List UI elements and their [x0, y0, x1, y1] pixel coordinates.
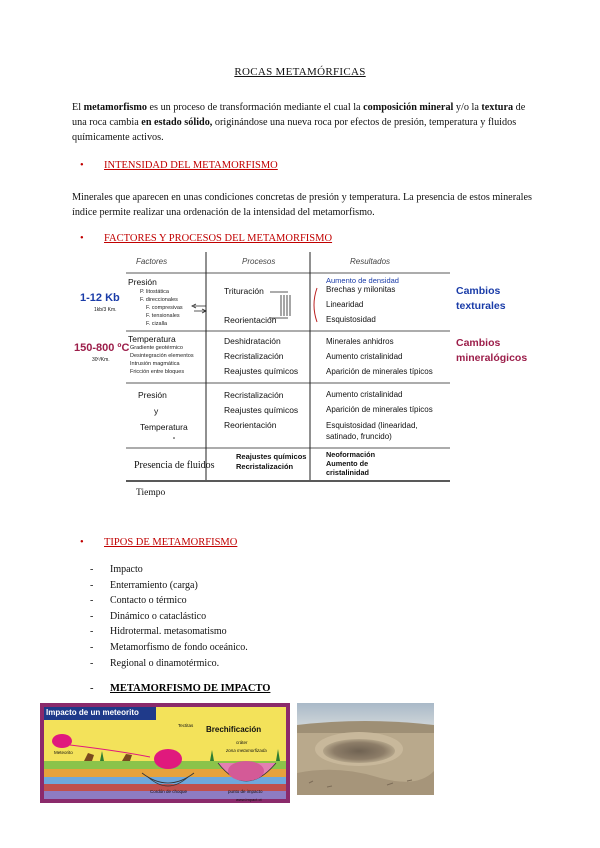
- pyt-title: Presión: [138, 390, 167, 400]
- resultado: Brechas y milonitas: [326, 285, 396, 294]
- temperatura-title: Temperatura: [128, 334, 176, 344]
- intro-text: El: [72, 102, 84, 113]
- presion-sub: F. cizalla: [146, 321, 168, 327]
- intro-bold: textura: [481, 102, 514, 113]
- bullet: •: [80, 537, 84, 548]
- bullet: •: [80, 233, 84, 244]
- list-item: - Regional o dinamotérmico.: [90, 657, 220, 669]
- cambios-mineralogicos: Cambios mineralógicos: [456, 337, 528, 364]
- proceso: Deshidratación: [224, 336, 281, 346]
- temperatura-sub: Gradiente geotérmico: [130, 345, 183, 351]
- factors-table: [74, 250, 528, 510]
- heading-text: FACTORES Y PROCESOS DEL METAMORFISMO: [104, 233, 333, 244]
- resultado: cristalinidad: [326, 468, 369, 477]
- proceso-reorientacion: Reorientación: [224, 315, 277, 325]
- presion-sub: P. litostática: [140, 289, 169, 295]
- temperatura-sub: Desintegración elementos: [130, 353, 194, 359]
- intro-text: es un proceso de transformación mediante el cual la: [146, 102, 364, 113]
- presion-range: 1-12 Kb: [80, 292, 120, 304]
- list-item: - Contacto o térmico: [90, 595, 187, 607]
- label-zona: zona metamorfizada: [226, 748, 267, 753]
- resultado: Esquistosidad (linearidad, satinado, fruncido): [326, 421, 418, 441]
- list-item: - Hidrotermal. metasomatismo: [90, 626, 227, 638]
- dash: -: [90, 683, 94, 694]
- intro-text: de una roca cambia: [72, 102, 526, 128]
- header-resultados: Resultados: [350, 257, 391, 266]
- section-heading-impacto: [90, 683, 270, 694]
- proceso: Reajustes químicos: [236, 452, 307, 461]
- resultado: Minerales anhidros: [326, 337, 394, 346]
- label-tectitas: Tectitas: [178, 723, 194, 728]
- resultado: Aumento cristalinidad: [326, 390, 403, 399]
- impact-diagram: [40, 703, 290, 803]
- temperatura-sub: Fricción entre bloques: [130, 369, 185, 375]
- list-item: - Enterramiento (carga): [90, 579, 198, 591]
- section-heading-intensidad: [80, 160, 278, 171]
- presion-title: Presión: [128, 277, 157, 287]
- proceso: Reorientación: [224, 420, 277, 430]
- proceso: Reajustes químicos: [224, 366, 299, 376]
- bullet: •: [80, 160, 84, 171]
- list-item: - Dinámico o cataclástico: [90, 610, 207, 622]
- proceso: Recristalización: [224, 351, 284, 361]
- list-item: - Impacto: [90, 564, 143, 575]
- intensidad-paragraph: Minerales que aparecen en unas condiciones concretas de presión y temperatura. La presencia de estos minerales índice permite realizar una ordenación de la intensidad del metamorfismo.: [72, 192, 532, 218]
- proceso-trituracion: Trituración: [224, 286, 264, 296]
- crater-photo: [297, 703, 434, 795]
- label-meteorito: Meteorito: [54, 750, 73, 755]
- page-title: ROCAS METAMÓRFICAS: [234, 66, 366, 78]
- fluidos-title: Presencia de fluidos: [134, 460, 215, 471]
- illustration-title: Impacto de un meteorito: [46, 708, 139, 717]
- header-procesos: Procesos: [242, 257, 276, 266]
- header-factores: Factores: [136, 257, 168, 266]
- resultado: Linearidad: [326, 300, 364, 309]
- resultado: Aparición de minerales típicos: [326, 367, 433, 376]
- resultado: Aumento cristalinidad: [326, 352, 403, 361]
- types-list: [90, 562, 248, 671]
- intro-text: y/o la: [453, 102, 482, 113]
- intro-text: originándose una nueva roca por efectos de presión, temperatura y fluidos químicamente activos.: [72, 117, 517, 143]
- list-item: - Metamorfismo de fondo oceánico.: [90, 641, 248, 653]
- intro-bold: metamorfismo: [83, 102, 147, 113]
- label-crater: cráter: [236, 740, 248, 745]
- intro-bold: en estado sólido,: [141, 117, 213, 128]
- heading-text: INTENSIDAD DEL METAMORFISMO: [104, 160, 278, 171]
- credit: www.impact.ct: [236, 797, 262, 802]
- section-heading-factores: [80, 233, 332, 244]
- proceso: Recristalización: [224, 390, 284, 400]
- intro-paragraph: [72, 100, 532, 145]
- resultado: Esquistosidad: [326, 315, 376, 324]
- label-punto: punto de impacto: [228, 789, 263, 794]
- presion-range-sub: 1kb/3 Km.: [94, 307, 117, 313]
- temperatura-range-sub: 30º/Km.: [92, 357, 110, 363]
- intro-bold: composición mineral: [363, 102, 454, 113]
- label-choque: Cordón de choque: [150, 789, 188, 794]
- presion-sub: F. compresivas: [146, 305, 183, 311]
- heading-text: METAMORFISMO DE IMPACTO: [110, 683, 271, 694]
- impact-illustration: [40, 703, 290, 803]
- resultado-densidad: Aumento de densidad: [326, 276, 399, 285]
- resultado: Aumento de: [326, 459, 369, 468]
- temperatura-range: 150-800 ºC: [74, 342, 130, 354]
- heading-text: TIPOS DE METAMORFISMO: [104, 537, 238, 548]
- label-brechificacion: Brechificación: [206, 725, 262, 734]
- resultado: Neoformación: [326, 450, 376, 459]
- pyt-title: Temperatura: [140, 422, 188, 432]
- temperatura-sub: Intrusión magmática: [130, 361, 180, 367]
- proceso: Reajustes químicos: [224, 405, 299, 415]
- tiempo-label: Tiempo: [136, 488, 166, 498]
- section-heading-tipos: [80, 537, 237, 548]
- cambios-texturales: Cambios texturales: [456, 285, 506, 312]
- presion-sub: F. tensionales: [146, 313, 180, 319]
- proceso: Recristalización: [236, 462, 294, 471]
- crater-image: [297, 703, 434, 795]
- resultado: Aparición de minerales típicos: [326, 405, 433, 414]
- presion-sub: F. direccionales: [140, 297, 178, 303]
- pyt-title: y: [154, 406, 159, 416]
